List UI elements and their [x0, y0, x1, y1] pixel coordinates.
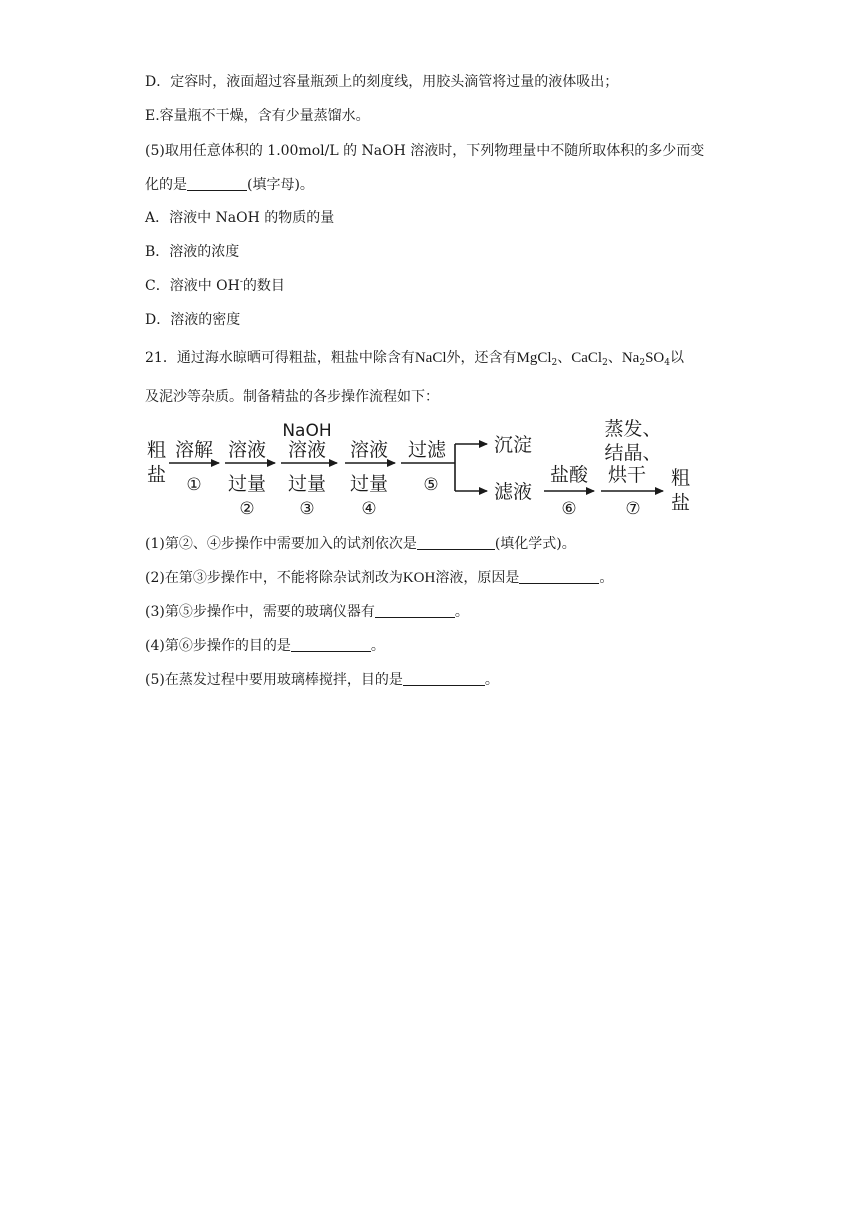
question-21-intro: 21．通过海水晾晒可得粗盐，粗盐中除含有NaCl外，还含有MgCl$_2$、CaCl$_2$、$Na_2SO_4$以	[145, 350, 684, 368]
flow-step4-top: 溶液	[349, 439, 389, 461]
flow-step5-label: 过滤	[407, 439, 447, 461]
flow-step7-line3: 烘干	[607, 464, 647, 486]
flow-end-text-1: 粗	[671, 467, 691, 489]
question-21-sub4: (4)第⑥步操作的目的是 。	[145, 638, 385, 654]
flow-step3-bottom: 过量	[287, 473, 327, 495]
flow-start-text-1: 粗	[147, 439, 167, 461]
question-21-sub1: (1)第②、④步操作中需要加入的试剂依次是 (填化学式)。	[145, 536, 576, 552]
flow-step2-top: 溶液	[227, 439, 267, 461]
option-5b: B．溶液的浓度	[145, 244, 240, 260]
flow-end-text-2: 盐	[671, 492, 691, 514]
flow-step1-number: ①	[186, 475, 202, 495]
flow-step5-number: ⑤	[423, 475, 439, 495]
flow-step7-line2: 结晶、	[604, 442, 662, 464]
process-flow-diagram	[145, 418, 705, 522]
question-21-sub3: (3)第⑤步操作中，需要的玻璃仪器有 。	[145, 604, 469, 620]
flow-step6-label: 盐酸	[549, 464, 589, 486]
flow-step6-number: ⑥	[561, 499, 577, 519]
flow-step4-number: ④	[361, 499, 377, 519]
flow-step2-number: ②	[239, 499, 255, 519]
option-4d: D．定容时，液面超过容量瓶颈上的刻度线，用胶头滴管将过量的液体吸出；	[145, 74, 619, 90]
answer-blank	[417, 535, 495, 550]
answer-blank	[187, 176, 247, 191]
question-21-intro-cont: 及泥沙等杂质。制备精盐的各步操作流程如下：	[145, 389, 439, 405]
answer-blank	[519, 569, 599, 584]
flow-step4-bottom: 过量	[349, 473, 389, 495]
flow-start-text-2: 盐	[147, 464, 167, 486]
answer-blank	[291, 637, 371, 652]
flow-step2-bottom: 过量	[227, 473, 267, 495]
question-5-stem-cont: 化的是 (填字母)。	[145, 177, 314, 193]
flow-step3-number: ③	[299, 499, 315, 519]
flow-precipitate: 沉淀	[494, 434, 533, 456]
option-4e: E.容量瓶不干燥，含有少量蒸馏水。	[145, 108, 370, 124]
flow-step7-line1: 蒸发、	[604, 418, 662, 440]
answer-blank	[375, 603, 455, 618]
question-5-stem: (5)取用任意体积的 1.00mol/L 的 NaOH 溶液时，下列物理量中不随所取体积的多少而变	[145, 143, 705, 159]
flow-step7-number: ⑦	[625, 499, 641, 519]
option-5a: A．溶液中 NaOH 的物质的量	[145, 210, 335, 226]
question-21-sub5: (5)在蒸发过程中要用玻璃棒搅拌，目的是 。	[145, 672, 499, 688]
option-5c: C．溶液中 OH-的数目	[145, 277, 285, 294]
option-5d: D．溶液的密度	[145, 312, 241, 328]
answer-blank	[403, 671, 485, 686]
flow-step3-reagent: NaOH	[282, 421, 332, 441]
question-21-sub2: (2)在第③步操作中，不能将除杂试剂改为KOH溶液，原因是 。	[145, 570, 614, 586]
flow-step3-top: 溶液	[287, 439, 327, 461]
flow-filtrate: 滤液	[494, 481, 533, 503]
flow-step1-label: 溶解	[174, 439, 214, 461]
